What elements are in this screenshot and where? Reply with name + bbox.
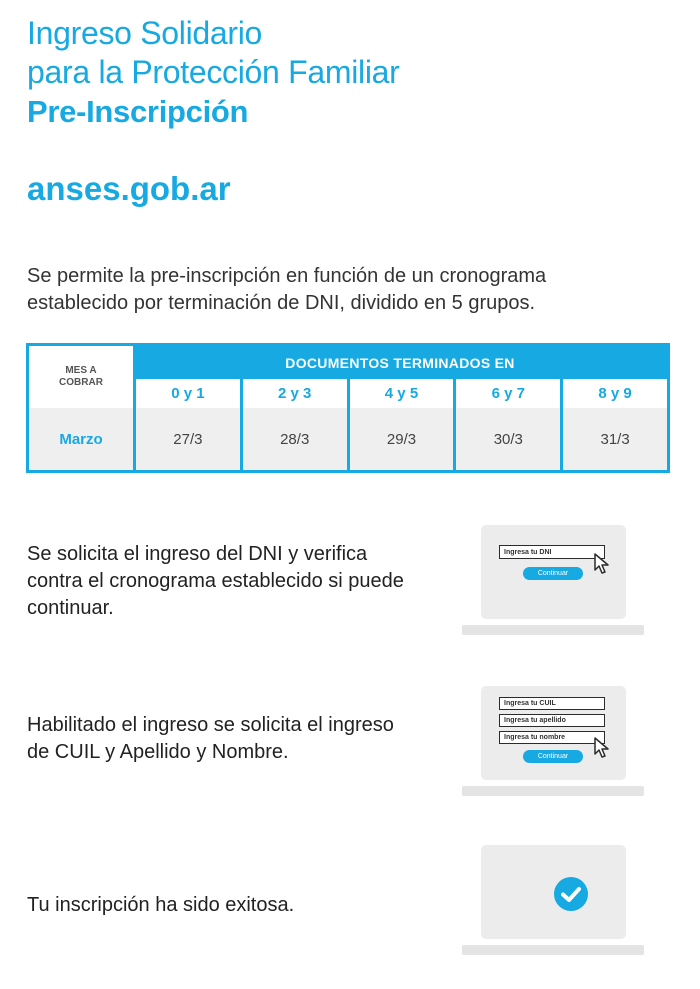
step-1-text — [27, 541, 404, 622]
laptop-success-illustration — [462, 845, 644, 957]
month-header-line-2: COBRAR — [59, 377, 103, 388]
documents-header: DOCUMENTOS TERMINADOS EN — [133, 346, 667, 379]
step-2-text — [27, 712, 394, 766]
month-cell: Marzo — [59, 430, 103, 448]
dni-group: 8 y 9 — [560, 379, 667, 408]
laptop-base — [462, 625, 644, 635]
laptop-screen — [481, 525, 626, 619]
cuil-input-illustration: Ingresa tu CUIL — [499, 697, 605, 710]
page-title — [27, 14, 400, 131]
title-line-1: Ingreso Solidario — [27, 15, 263, 51]
schedule-row — [29, 408, 667, 470]
laptop-screen — [481, 686, 626, 780]
date-cell: 27/3 — [133, 408, 240, 470]
date-cell: 28/3 — [240, 408, 347, 470]
month-header-line-1: MES A — [65, 365, 97, 376]
step-3-text: Tu inscripción ha sido exitosa. — [27, 894, 295, 916]
success-check-icon — [554, 877, 588, 911]
laptop-base — [462, 786, 644, 796]
step-2-line-2: de CUIL y Apellido y Nombre. — [27, 741, 289, 763]
dni-group: 6 y 7 — [453, 379, 560, 408]
laptop-base — [462, 945, 644, 955]
continue-button-illustration: Continuar — [523, 750, 583, 763]
title-line-3: Pre-Inscripción — [27, 94, 249, 129]
date-cell: 31/3 — [560, 408, 667, 470]
date-cell: 30/3 — [453, 408, 560, 470]
dni-group: 4 y 5 — [347, 379, 454, 408]
cursor-icon — [593, 552, 613, 576]
month-header — [29, 346, 133, 408]
step-1-line-2: contra el cronograma establecido si puede — [27, 570, 404, 592]
date-cell: 29/3 — [347, 408, 454, 470]
laptop-dni-illustration — [462, 525, 644, 637]
continue-button-illustration: Continuar — [523, 567, 583, 580]
site-url: anses.gob.ar — [27, 170, 231, 207]
step-1-line-1: Se solicita el ingreso del DNI y verifica — [27, 543, 368, 565]
dni-groups-row — [133, 379, 667, 408]
dni-input-illustration: Ingresa tu DNI — [499, 545, 605, 559]
step-1-line-3: continuar. — [27, 597, 114, 619]
dni-group: 2 y 3 — [240, 379, 347, 408]
laptop-form-illustration — [462, 686, 644, 798]
title-line-2: para la Protección Familiar — [27, 54, 400, 90]
step-2-line-1: Habilitado el ingreso se solicita el ingreso — [27, 714, 394, 736]
surname-input-illustration: Ingresa tu apellido — [499, 714, 605, 727]
schedule-table — [26, 343, 670, 473]
name-input-illustration: Ingresa tu nombre — [499, 731, 605, 744]
dni-group: 0 y 1 — [133, 379, 240, 408]
intro-text: Se permite la pre-inscripción en función de un cronograma establecido por terminación de DNI, dividido en 5 grupos. — [27, 265, 547, 314]
laptop-screen — [481, 845, 626, 939]
cursor-icon — [593, 736, 613, 760]
